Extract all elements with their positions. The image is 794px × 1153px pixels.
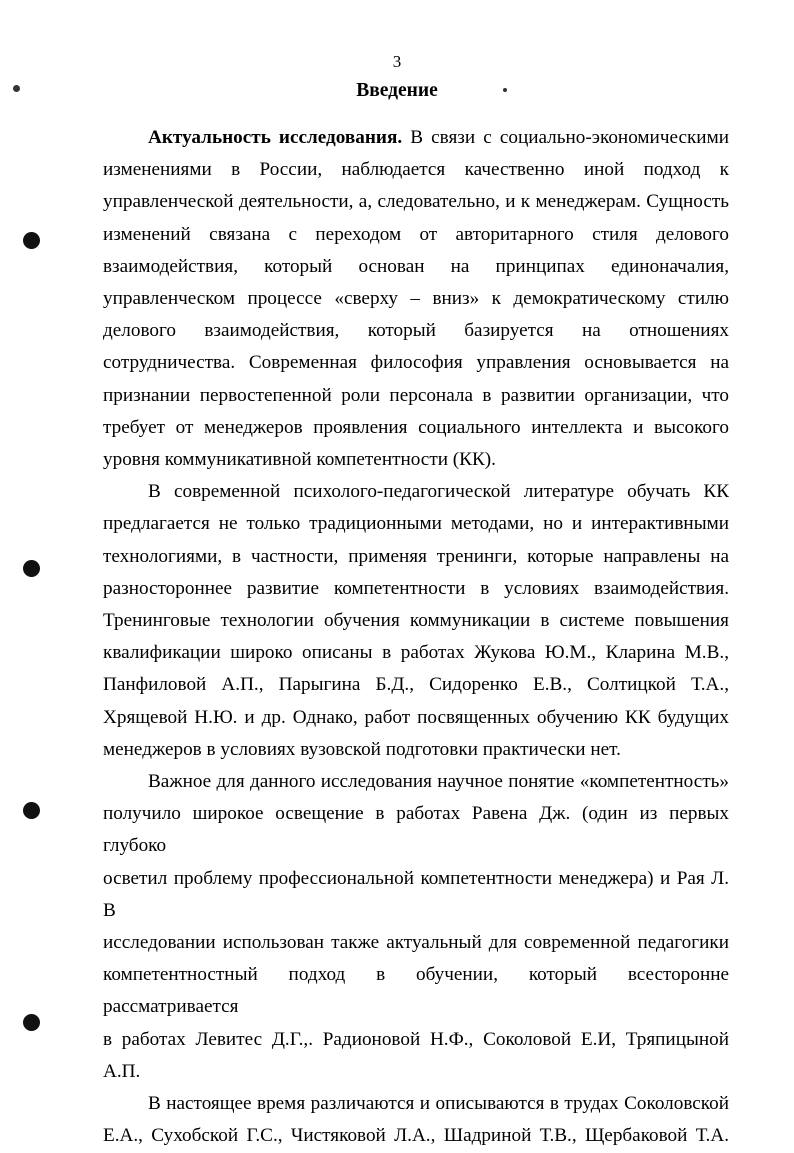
text-line: технологиями, в частности, применяя тренинги, которые направлены на [103,545,729,567]
punch-hole-dot [23,560,40,577]
text-line: в работах Левитес Д.Г.,. Радионовой Н.Ф., Соколовой Е.И, Тряпицыной А.П. [103,1028,729,1082]
relevance-lead: Актуальность исследования. [148,127,403,148]
text-line: квалификации широко описаны в работах Жукова Ю.М., Кларина М.В., [103,642,729,664]
text-line: взаимодействия, который основан на принципах единоначалия, [103,255,729,277]
page-number: 3 [392,52,402,71]
text-line: изменениями в России, наблюдается качественно иной подход к [103,159,729,181]
text-line: делового взаимодействия, который базируется на отношениях [103,320,729,342]
text-line: управленческом процессе «сверху – вниз» к демократическому стилю [103,288,729,310]
paragraph-current [103,1088,729,1152]
text-line: Актуальность исследования. В связи с социально-экономическими [148,127,729,148]
text-line: получило широкое освещение в работах Равена Дж. (один из первых глубоко [103,803,729,857]
text-line: В настоящее время различаются и описываются в трудах Соколовской [148,1093,729,1115]
text-line: управленческой деятельности, а, следовательно, и к менеджерам. Сущность [103,191,729,213]
text-line: Хрящевой Н.Ю. и др. Однако, работ посвященных обучению КК будущих [103,706,729,728]
punch-hole-dot [23,1014,40,1031]
punch-hole-dot [23,232,40,249]
text-line: Тренинговые технологии обучения коммуникации в системе повышения [103,610,729,632]
text-line: уровня коммуникативной компетентности (КК). [103,449,496,471]
document-body [103,122,729,1153]
paragraph-relevance [103,122,729,476]
punch-hole-dot [23,802,40,819]
text-line: менеджеров в условиях вузовской подготовки практически нет. [103,738,621,760]
text-line: предлагается не только традиционными методами, но и интерактивными [103,513,729,535]
text-line: требует от менеджеров проявления социального интеллекта и высокого [103,416,729,438]
text-line: разностороннее развитие компетентности в условиях взаимодействия. [103,577,729,599]
text-line: признании первостепенной роли персонала в развитии организации, что [103,384,729,406]
text-line: осветил проблему профессиональной компетентности менеджера) и Рая Л. В [103,867,729,921]
text-line: изменений связана с переходом от авторитарного стиля делового [103,223,729,245]
text-line: Е.А., Сухобской Г.С., Чистяковой Л.А., Шадриной Т.В., Щербаковой Т.А. [103,1125,729,1147]
text-line: В современной психолого-педагогической литературе обучать КК [148,481,729,503]
text-line: Панфиловой А.П., Парыгина Б.Д., Сидоренко Е.В., Солтицкой Т.А., [103,674,729,696]
text-line: Важное для данного исследования научное понятие «компетентность» [148,771,729,793]
text-line: сотрудничества. Современная философия управления основывается на [103,352,729,374]
text-line: исследовании использован также актуальный для современной педагогики [103,932,729,954]
page-title: Введение [356,80,438,101]
paragraph-training [103,476,729,766]
paragraph-competence [103,766,729,1088]
text-line: компетентностный подход в обучении, который всесторонне рассматривается [103,964,729,1018]
